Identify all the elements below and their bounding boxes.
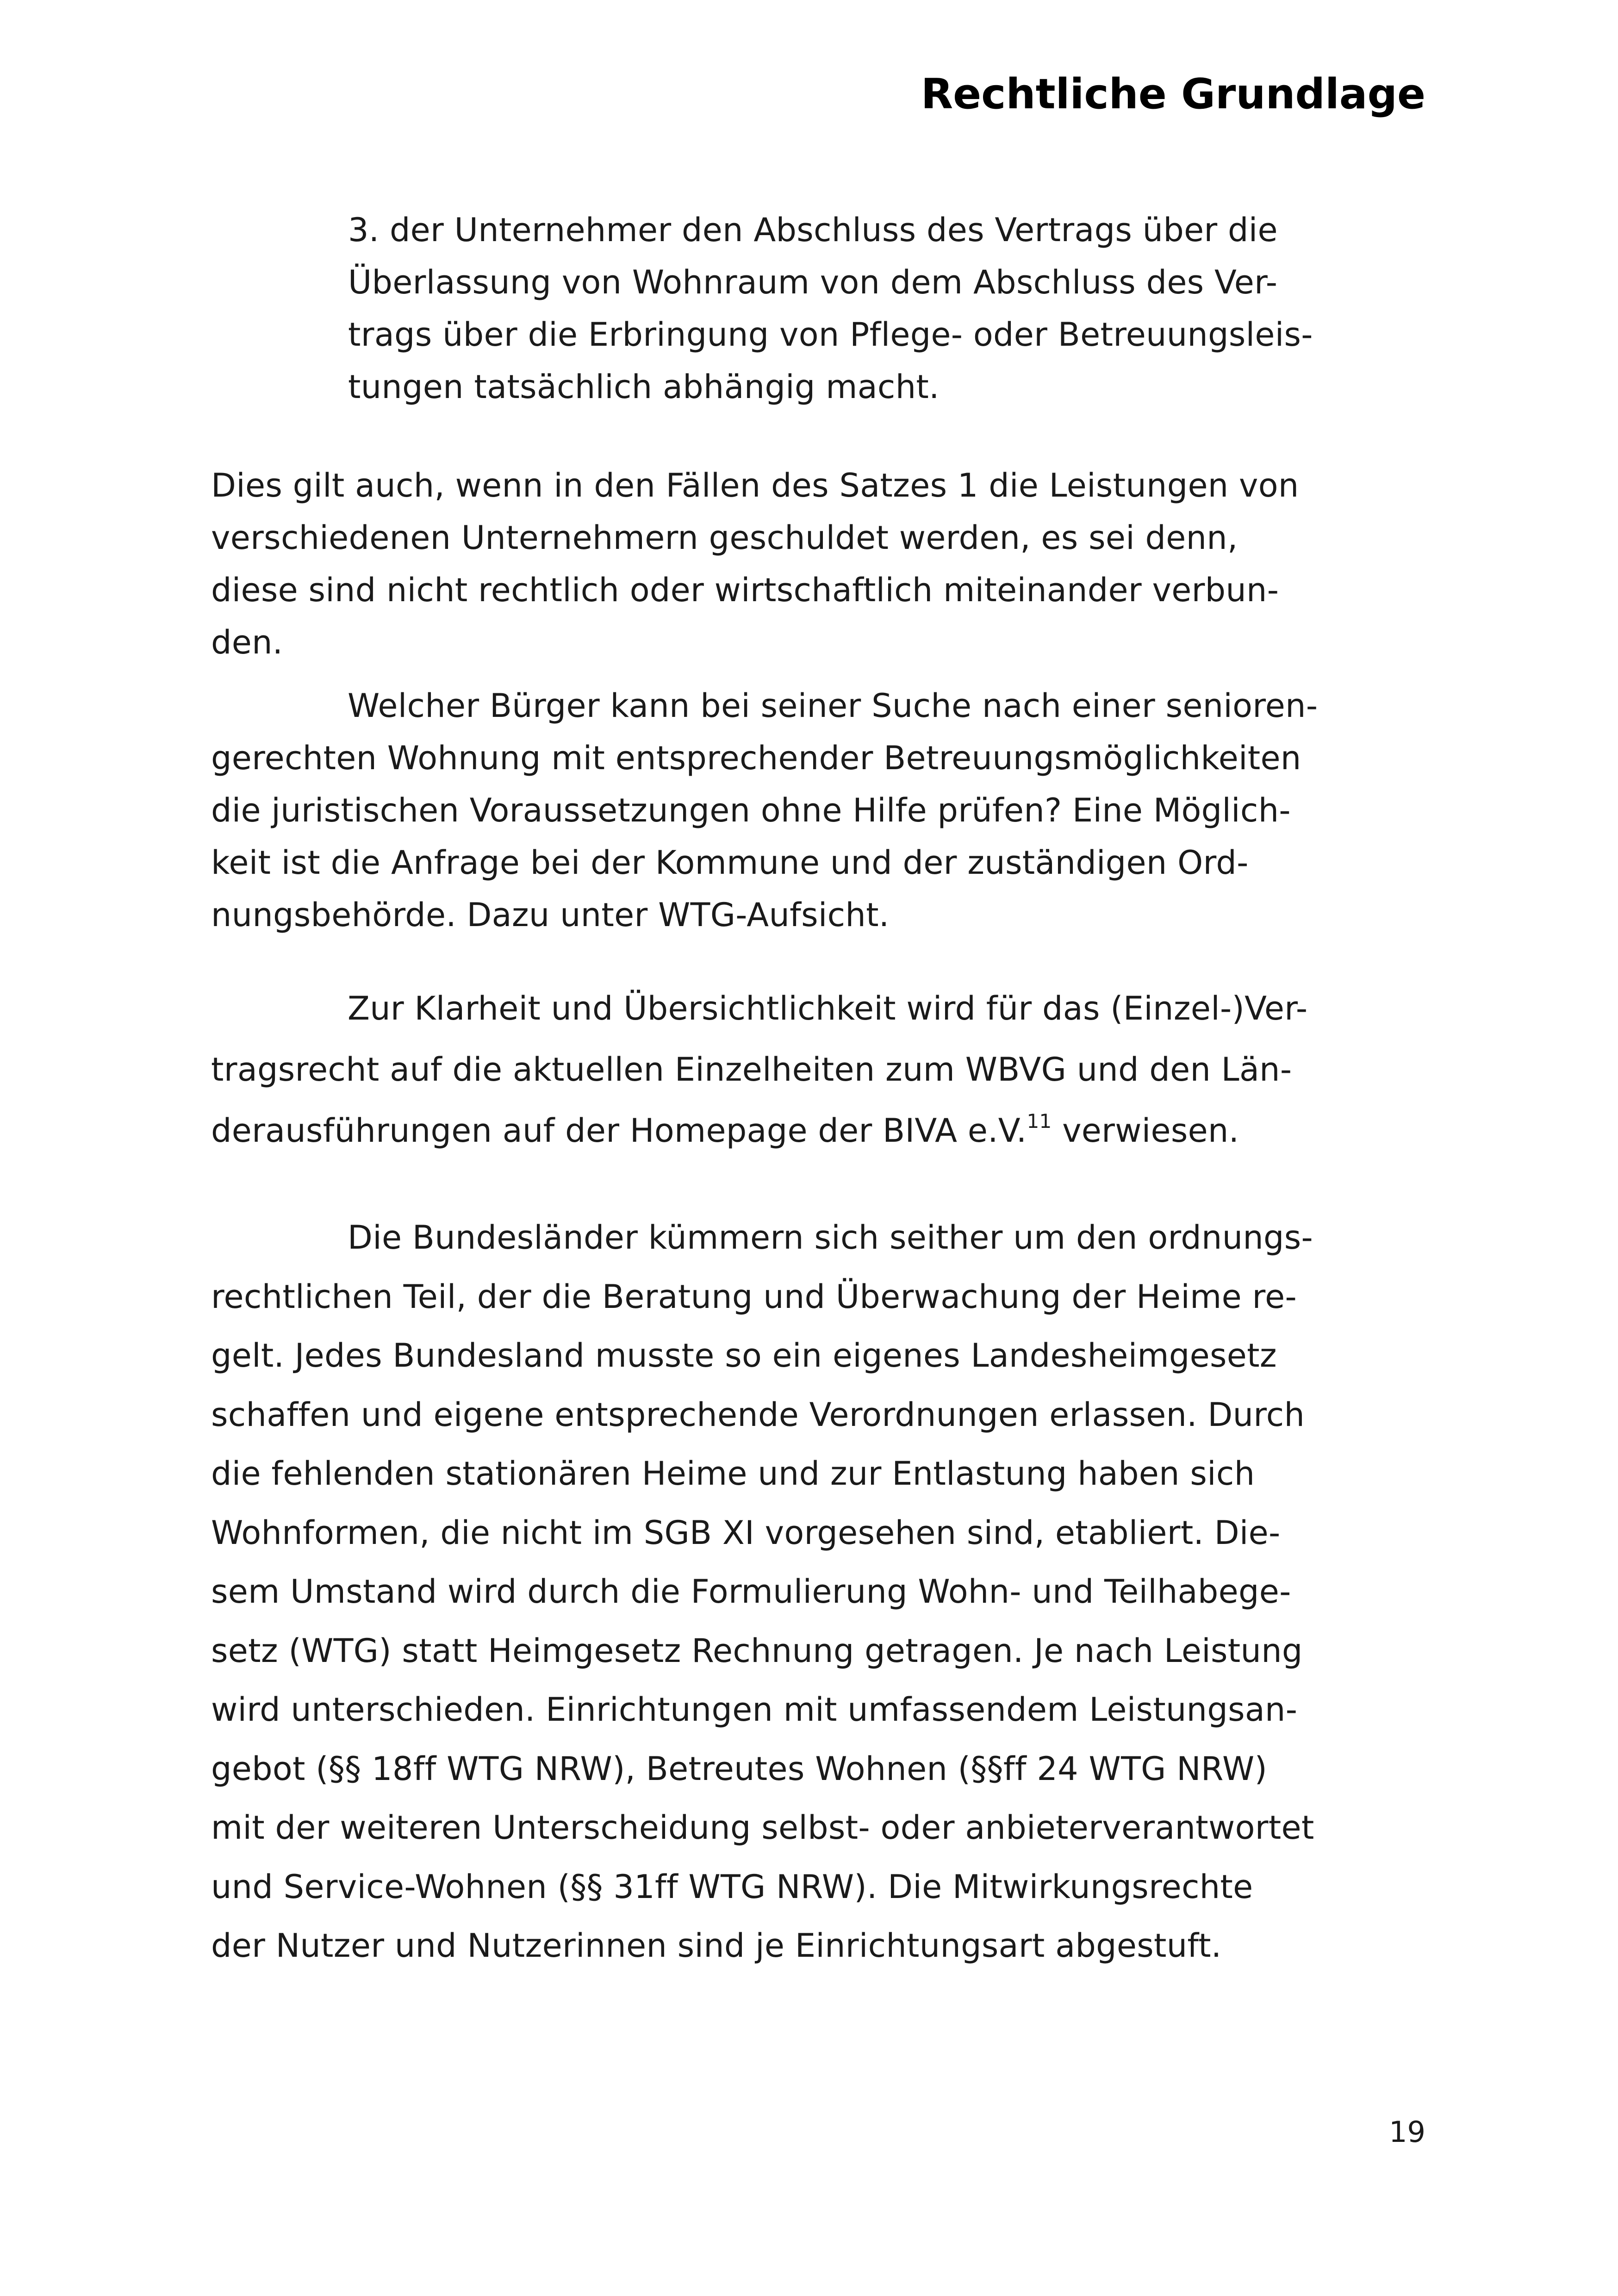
- text-line: gerechten Wohnung mit entsprechender Betreuungsmöglichkeiten: [211, 739, 1301, 777]
- text-line: 3. der Unternehmer den Abschluss des Vertrags über die: [348, 211, 1278, 249]
- text-line: Überlassung von Wohnraum von dem Abschluss des Ver-: [348, 263, 1278, 301]
- running-header-title: Rechtliche Grundlage: [921, 70, 1425, 118]
- text-line: nungsbehörde. Dazu unter WTG-Aufsicht.: [211, 896, 890, 934]
- text-line: gebot (§§ 18ff WTG NRW), Betreutes Wohnen (§§ff 24 WTG NRW): [211, 1749, 1268, 1788]
- paragraph-service-providers: [211, 460, 1299, 669]
- page-number: 19: [1389, 2115, 1425, 2149]
- text-line: sem Umstand wird durch die Formulierung Wohn- und Teilhabege-: [211, 1573, 1291, 1611]
- footnote-reference: 11: [1027, 1110, 1052, 1132]
- quoted-legal-clause: [348, 204, 1313, 413]
- paragraph-contract-law: [211, 978, 1307, 1161]
- text-line: die fehlenden stationären Heime und zur Entlastung haben sich: [211, 1455, 1255, 1493]
- text-line: setz (WTG) statt Heimgesetz Rechnung getragen. Je nach Leistung: [211, 1631, 1303, 1670]
- text-line: tungen tatsächlich abhängig macht.: [348, 368, 940, 406]
- text-line: wird unterschieden. Einrichtungen mit umfassendem Leistungsan-: [211, 1691, 1298, 1729]
- text-line: Dies gilt auch, wenn in den Fällen des Satzes 1 die Leistungen von: [211, 467, 1299, 504]
- text-segment: derausführungen auf der Homepage der BIVA e.V.: [211, 1112, 1027, 1150]
- text-line: Zur Klarheit und Übersichtlichkeit wird für das (Einzel-)Ver-: [348, 989, 1308, 1027]
- text-line: den.: [211, 623, 283, 661]
- text-line: keit ist die Anfrage bei der Kommune und der zuständigen Ord-: [211, 844, 1249, 882]
- text-line: und Service-Wohnen (§§ 31ff WTG NRW). Die Mitwirkungsrechte: [211, 1867, 1253, 1906]
- text-line: diese sind nicht rechtlich oder wirtschaftlich miteinander verbun-: [211, 571, 1279, 609]
- text-line: trags über die Erbringung von Pflege- oder Betreuungsleis-: [348, 316, 1313, 354]
- text-line: tragsrecht auf die aktuellen Einzelheiten zum WBVG und den Län-: [211, 1051, 1292, 1089]
- text-line: mit der weiteren Unterscheidung selbst- oder anbieterverantwortet: [211, 1809, 1314, 1847]
- text-line: schaffen und eigene entsprechende Verordnungen erlassen. Durch: [211, 1395, 1305, 1434]
- text-line: verschiedenen Unternehmern geschuldet werden, es sei denn,: [211, 519, 1238, 557]
- text-line: die juristischen Voraussetzungen ohne Hilfe prüfen? Eine Möglich-: [211, 791, 1291, 829]
- text-line: gelt. Jedes Bundesland musste so ein eigenes Landesheimgesetz: [211, 1337, 1277, 1375]
- text-line: Welcher Bürger kann bei seiner Suche nach einer senioren-: [348, 687, 1318, 725]
- text-segment: verwiesen.: [1052, 1112, 1239, 1150]
- text-line: Die Bundesländer kümmern sich seither um den ordnungs-: [348, 1219, 1313, 1257]
- text-line-with-footnote: [211, 1100, 1307, 1161]
- paragraph-federal-states: [211, 1208, 1314, 1976]
- text-line: rechtlichen Teil, der die Beratung und Überwachung der Heime re-: [211, 1277, 1297, 1316]
- text-line: der Nutzer und Nutzerinnen sind je Einrichtungsart abgestuft.: [211, 1927, 1222, 1965]
- text-line: Wohnformen, die nicht im SGB XI vorgesehen sind, etabliert. Die-: [211, 1513, 1281, 1552]
- paragraph-citizen-question: [211, 680, 1318, 941]
